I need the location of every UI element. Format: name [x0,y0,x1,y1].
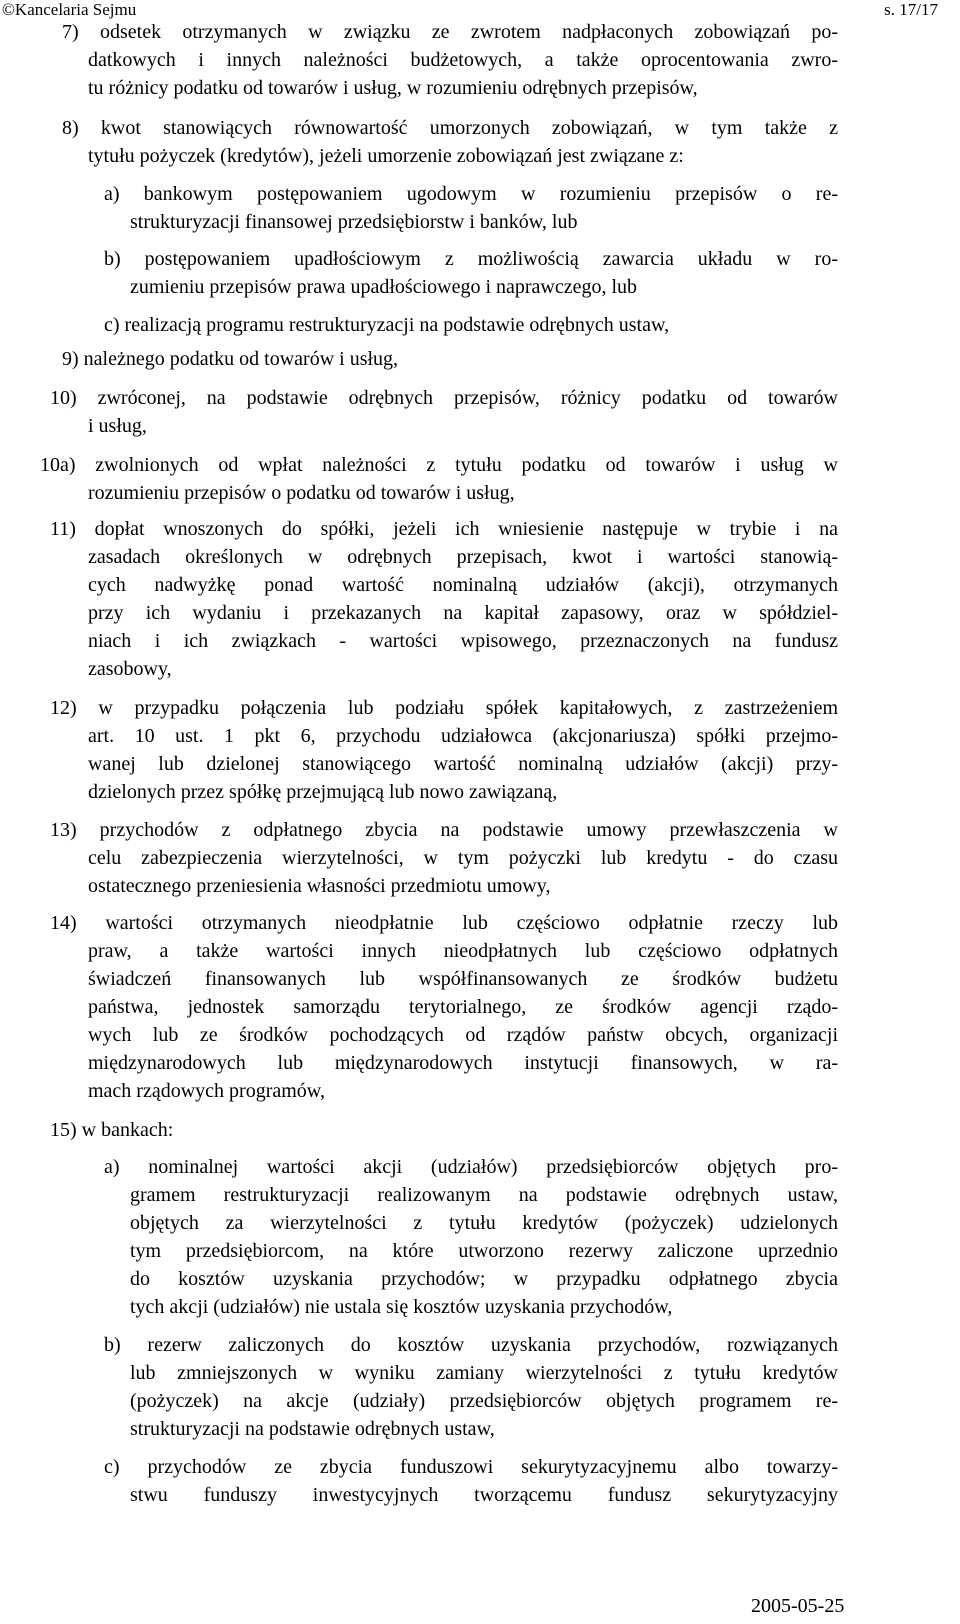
text-line: strukturyzacji na podstawie odrębnych ustaw, [130,1418,495,1440]
text-line: strukturyzacji finansowej przedsiębiorstw i banków, lub [130,211,578,233]
text-line: dzielonych przez spółkę przejmującą lub nowo zawiązaną, [88,781,558,803]
text-line: c) realizacją programu restrukturyzacji na podstawie odrębnych ustaw, [104,314,670,336]
text-line: (pożyczek) na akcje (udziały) przedsiębiorców objętych programem re- [130,1390,838,1412]
text-line: i usług, [88,415,147,437]
text-line: 12) w przypadku połączenia lub podziału spółek kapitałowych, z zastrzeżeniem [50,697,838,719]
text-line: państwa, jednostek samorządu terytorialnego, ze środków agencji rządo- [88,996,838,1018]
text-line: b) postępowaniem upadłościowym z możliwością zawarcia układu w ro- [104,248,838,270]
text-line: objętych za wierzytelności z tytułu kredytów (pożyczek) udzielonych [130,1212,838,1234]
text-line: 10) zwróconej, na podstawie odrębnych przepisów, różnicy podatku od towarów [50,387,838,409]
text-line: lub zmniejszonych w wyniku zamiany wierzytelności z tytułu kredytów [130,1362,838,1384]
text-line: wanej lub dzielonej stanowiącego wartość nominalną udziałów (akcji) przy- [88,753,838,775]
text-line: 11) dopłat wnoszonych do spółki, jeżeli ich wniesienie następuje w trybie i na [50,518,838,540]
text-line: świadczeń finansowanych lub współfinansowanych ze środków budżetu [88,968,838,990]
text-line: c) przychodów ze zbycia funduszowi sekurytyzacyjnemu albo towarzy- [104,1456,838,1478]
text-line: do kosztów uzyskania przychodów; w przypadku odpłatnego zbycia [130,1268,838,1290]
text-line: 15) w bankach: [50,1119,174,1141]
text-line: tu różnicy podatku od towarów i usług, w rozumieniu odrębnych przepisów, [88,77,698,99]
text-line: gramem restrukturyzacji realizowanym na podstawie odrębnych ustaw, [130,1184,838,1206]
text-line: tytułu pożyczek (kredytów), jeżeli umorzenie zobowiązań jest związane z: [88,145,684,167]
text-line: 9) należnego podatku od towarów i usług, [62,348,399,370]
text-line: 7) odsetek otrzymanych w związku ze zwrotem nadpłaconych zobowiązań po- [62,21,838,43]
text-line: zumieniu przepisów prawa upadłościowego i naprawczego, lub [130,276,638,298]
text-line: cych nadwyżkę ponad wartość nominalną udziałów (akcji), otrzymanych [88,574,838,596]
text-line: a) nominalnej wartości akcji (udziałów) przedsiębiorców objętych pro- [104,1156,838,1178]
text-line: mach rządowych programów, [88,1080,325,1102]
text-line: 8) kwot stanowiących równowartość umorzonych zobowiązań, w tym także z [62,117,838,139]
text-line: rozumieniu przepisów o podatku od towarów i usług, [88,482,515,504]
text-line: przy ich wydaniu i przekazanych na kapitał zapasowy, oraz w spółdziel- [88,602,838,624]
text-line: wych lub ze środków pochodzących od rządów państw obcych, organizacji [88,1024,838,1046]
text-line: zasobowy, [88,658,172,680]
footer-date: 2005-05-25 [751,1595,845,1617]
text-line: datkowych i innych należności budżetowych, a także oprocentowania zwro- [88,49,838,71]
text-line: 14) wartości otrzymanych nieodpłatnie lub częściowo odpłatnie rzeczy lub [50,912,838,934]
text-line: tych akcji (udziałów) nie ustala się kosztów uzyskania przychodów, [130,1296,673,1318]
text-line: międzynarodowych lub międzynarodowych instytucji finansowych, w ra- [88,1052,838,1074]
text-line: a) bankowym postępowaniem ugodowym w rozumieniu przepisów o re- [104,183,838,205]
text-line: ostatecznego przeniesienia własności przedmiotu umowy, [88,875,551,897]
header-copyright: ©Kancelaria Sejmu [2,0,137,19]
text-line: stwu funduszy inwestycyjnych tworzącemu fundusz sekurytyzacyjny [130,1484,838,1506]
text-line: praw, a także wartości innych nieodpłatnych lub częściowo odpłatnych [88,940,838,962]
text-line: celu zabezpieczenia wierzytelności, w tym pożyczki lub kredytu - do czasu [88,847,838,869]
text-line: zasadach określonych w odrębnych przepisach, kwot i wartości stanowią- [88,546,838,568]
text-line: tym przedsiębiorcom, na które utworzono rezerwy zaliczone uprzednio [130,1240,838,1262]
text-line: niach i ich związkach - wartości wpisowego, przeznaczonych na fundusz [88,630,838,652]
text-line: b) rezerw zaliczonych do kosztów uzyskania przychodów, rozwiązanych [104,1334,838,1356]
text-line: art. 10 ust. 1 pkt 6, przychodu udziałowca (akcjonariusza) spółki przejmo- [88,725,838,747]
text-line: 10a) zwolnionych od wpłat należności z tytułu podatku od towarów i usług w [40,454,838,476]
text-line: 13) przychodów z odpłatnego zbycia na podstawie umowy przewłaszczenia w [50,819,838,841]
header-page-number: s. 17/17 [884,0,938,19]
